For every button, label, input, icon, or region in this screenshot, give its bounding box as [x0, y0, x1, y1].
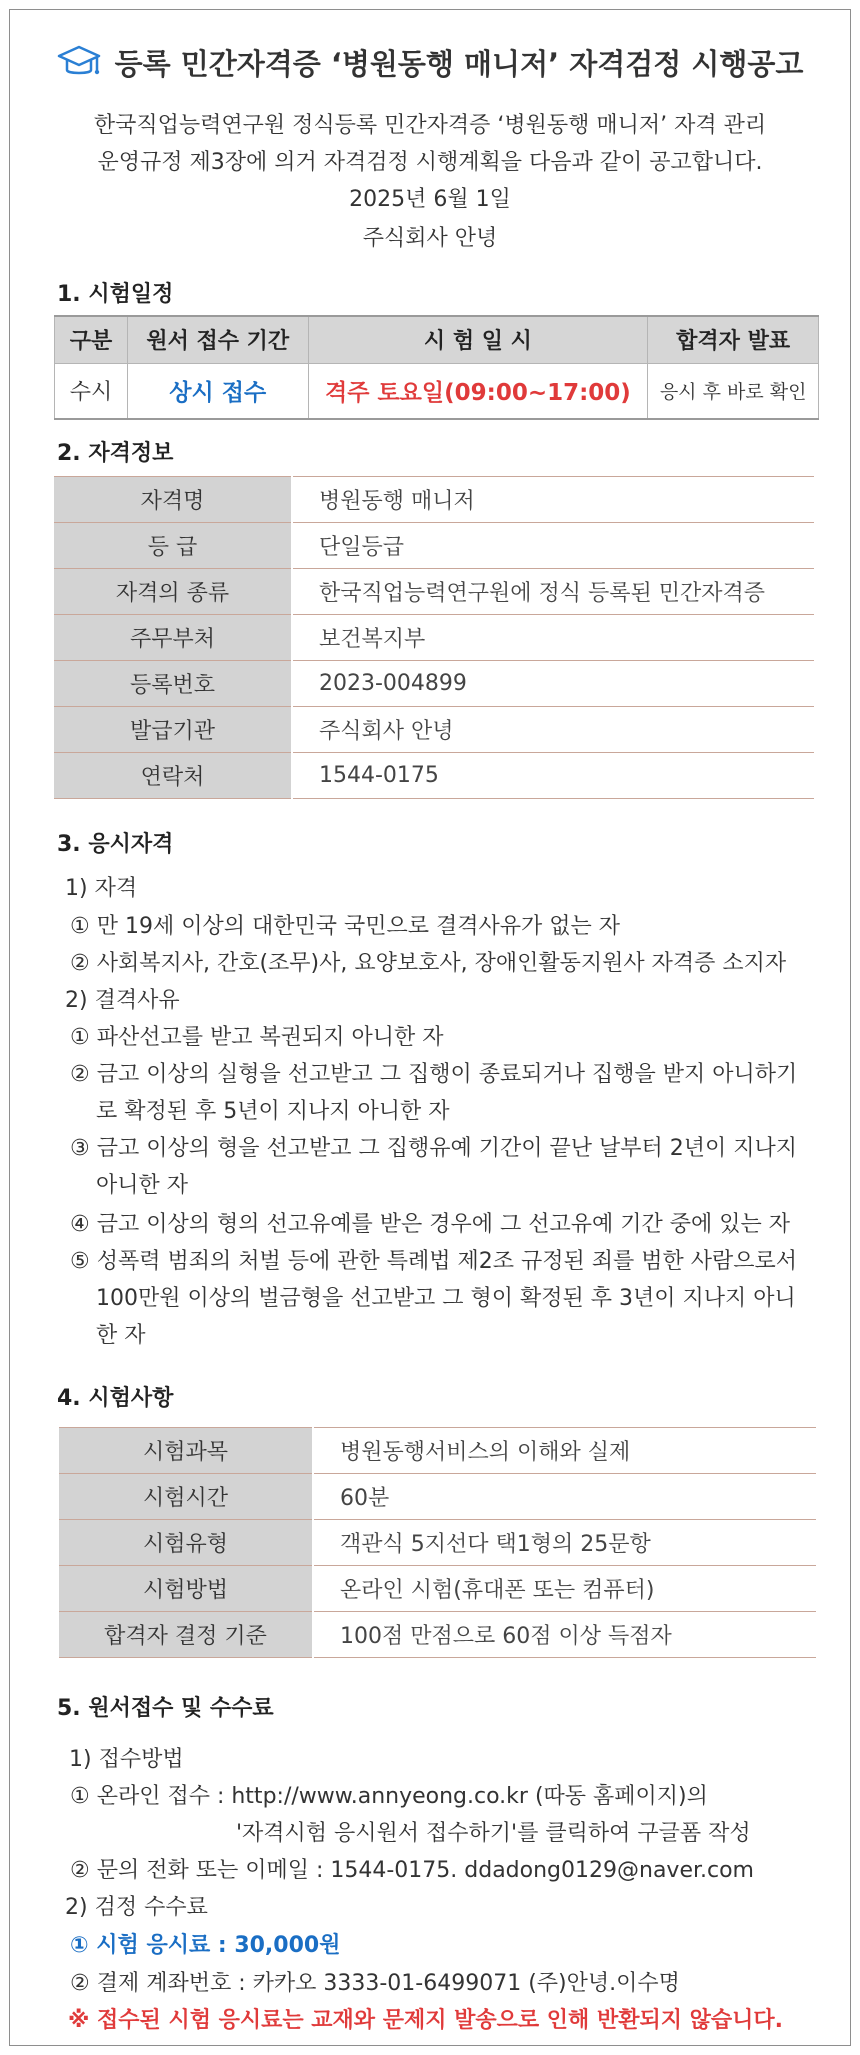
eligibility-item: ⑤ 성폭력 범죄의 처벌 등에 관한 특례법 제2조 규정된 죄를 범한 사람으로서	[70, 1249, 797, 1274]
table-row	[59, 1474, 816, 1520]
qualification-value: 1544-0175	[292, 753, 814, 799]
table-row	[54, 523, 814, 569]
qualification-label: 연락처	[54, 753, 292, 799]
section-heading-qualification: 2. 자격정보	[57, 441, 174, 466]
qualification-value: 한국직업능력연구원에 정식 등록된 민간자격증	[292, 569, 814, 615]
intro-date: 2025년 6월 1일	[349, 187, 511, 212]
table-row	[59, 1520, 816, 1566]
eligibility-item-continued: 100만원 이상의 벌금형을 선고받고 그 형이 확정된 후 3년이 지나지 아니	[96, 1286, 796, 1311]
exam-value: 60분	[313, 1474, 816, 1520]
eligibility-item: ② 금고 이상의 실형을 선고받고 그 집행이 종료되거나 집행을 받지 아니하기	[70, 1062, 798, 1087]
qualification-value: 보건복지부	[292, 615, 814, 661]
refund-warning: ※ 접수된 시험 응시료는 교재와 문제지 발송으로 인해 반환되지 않습니다.	[68, 2008, 783, 2033]
section-heading-exam: 4. 시험사항	[57, 1386, 174, 1411]
qualification-label: 자격명	[54, 477, 292, 523]
qualification-value: 주식회사 안녕	[292, 707, 814, 753]
schedule-exam-time: 격주 토요일(09:00~17:00)	[308, 363, 648, 419]
exam-label: 시험시간	[59, 1474, 313, 1520]
qualification-label: 주무부처	[54, 615, 292, 661]
application-subheading: 1) 접수방법	[69, 1747, 184, 1772]
table-row	[59, 1428, 816, 1474]
eligibility-item: ① 만 19세 이상의 대한민국 국민으로 결격사유가 없는 자	[70, 914, 620, 939]
application-item: ② 문의 전화 또는 이메일 : 1544-0175. ddadong0129@naver.com	[70, 1858, 754, 1883]
qualification-value: 2023-004899	[292, 661, 814, 707]
intro-line-1: 한국직업능력연구원 정식등록 민간자격증 ‘병원동행 매니저’ 자격 관리	[93, 113, 767, 138]
eligibility-subheading: 1) 자격	[65, 876, 138, 901]
table-row	[54, 569, 814, 615]
schedule-header: 시 험 일 시	[308, 316, 648, 363]
application-subheading: 2) 검정 수수료	[65, 1895, 208, 1920]
exam-label: 합격자 결정 기준	[59, 1612, 313, 1658]
exam-value: 병원동행서비스의 이해와 실제	[313, 1428, 816, 1474]
table-row	[54, 753, 814, 799]
schedule-type: 수시	[55, 363, 128, 419]
page-title	[0, 42, 860, 87]
exam-table	[59, 1427, 816, 1658]
table-row	[54, 661, 814, 707]
schedule-header: 구분	[55, 316, 128, 363]
qualification-value: 단일등급	[292, 523, 814, 569]
exam-label: 시험과목	[59, 1428, 313, 1474]
qualification-table	[54, 476, 814, 799]
exam-value: 100점 만점으로 60점 이상 득점자	[313, 1612, 816, 1658]
qualification-label: 등록번호	[54, 661, 292, 707]
exam-fee: ① 시험 응시료 : 30,000원	[70, 1933, 341, 1958]
exam-label: 시험유형	[59, 1520, 313, 1566]
eligibility-item: ② 사회복지사, 간호(조무)사, 요양보호사, 장애인활동지원사 자격증 소지자	[70, 951, 787, 976]
section-heading-schedule: 1. 시험일정	[57, 282, 174, 307]
schedule-header-row	[55, 316, 819, 363]
table-row	[54, 707, 814, 753]
table-row	[54, 615, 814, 661]
eligibility-item-continued: 아니한 자	[96, 1173, 189, 1198]
exam-value: 객관식 5지선다 택1형의 25문항	[313, 1520, 816, 1566]
eligibility-item-continued: 한 자	[96, 1323, 146, 1348]
qualification-label: 발급기관	[54, 707, 292, 753]
schedule-application-period: 상시 접수	[127, 363, 308, 419]
application-item: ① 온라인 접수 : http://www.annyeong.co.kr (따동 홈페이지)의	[70, 1784, 708, 1809]
qualification-value: 병원동행 매니저	[292, 477, 814, 523]
intro-company: 주식회사 안녕	[362, 226, 498, 251]
eligibility-item: ④ 금고 이상의 형의 선고유예를 받은 경우에 그 선고유예 기간 중에 있는 자	[70, 1212, 790, 1237]
table-row	[59, 1566, 816, 1612]
qualification-label: 등 급	[54, 523, 292, 569]
table-row	[59, 1612, 816, 1658]
exam-value: 온라인 시험(휴대폰 또는 컴퓨터)	[313, 1566, 816, 1612]
eligibility-item-continued: 로 확정된 후 5년이 지나지 아니한 자	[96, 1099, 450, 1124]
title-text: 등록 민간자격증 ‘병원동행 매니저’ 자격검정 시행공고	[114, 47, 804, 81]
eligibility-item: ③ 금고 이상의 형을 선고받고 그 집행유예 기간이 끝난 날부터 2년이 지나지	[70, 1136, 797, 1161]
intro-line-2: 운영규정 제3장에 의거 자격검정 시행계획을 다음과 같이 공고합니다.	[97, 150, 763, 175]
section-heading-eligibility: 3. 응시자격	[57, 832, 174, 857]
payment-account: ② 결제 계좌번호 : 카카오 3333-01-6499071 (주)안녕.이수명	[70, 1971, 680, 1996]
qualification-label: 자격의 종류	[54, 569, 292, 615]
application-item-continued: '자격시험 응시원서 접수하기'를 클릭하여 구글폼 작성	[236, 1821, 751, 1846]
eligibility-subheading: 2) 결격사유	[65, 988, 180, 1013]
section-heading-application: 5. 원서접수 및 수수료	[57, 1696, 274, 1721]
schedule-header: 합격자 발표	[648, 316, 819, 363]
schedule-table	[54, 315, 819, 420]
schedule-row	[55, 363, 819, 419]
graduation-cap-icon	[57, 44, 101, 87]
table-row	[54, 477, 814, 523]
schedule-header: 원서 접수 기간	[127, 316, 308, 363]
schedule-result: 응시 후 바로 확인	[648, 363, 819, 419]
exam-label: 시험방법	[59, 1566, 313, 1612]
eligibility-item: ① 파산선고를 받고 복권되지 아니한 자	[70, 1025, 444, 1050]
